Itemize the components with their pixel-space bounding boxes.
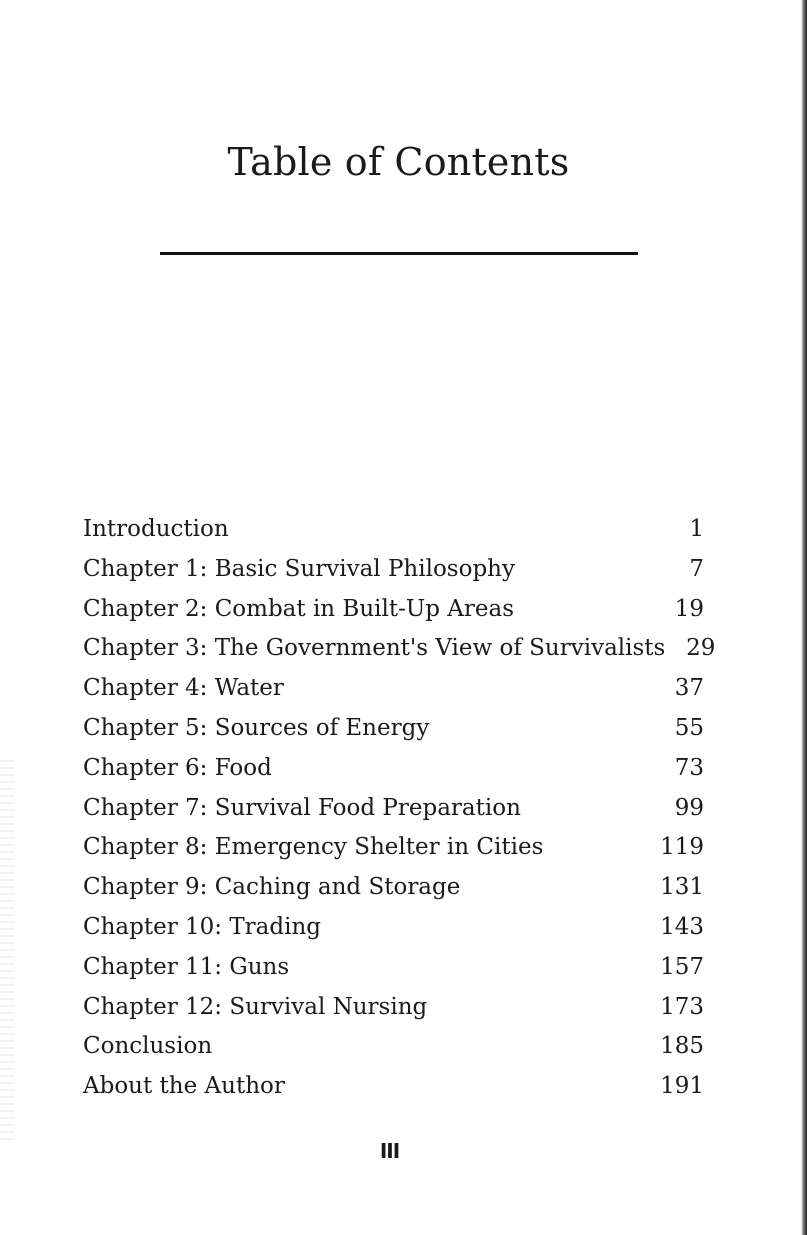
toc-entry-page: 37 bbox=[674, 675, 704, 702]
toc-entry-page: 157 bbox=[660, 953, 704, 980]
toc-entry[interactable] bbox=[83, 789, 704, 829]
toc-entry[interactable] bbox=[83, 1067, 704, 1107]
toc-entry-page: 1 bbox=[689, 516, 704, 542]
toc-entry-page: 173 bbox=[660, 993, 704, 1020]
toc-entry[interactable] bbox=[83, 629, 716, 669]
toc-entry-title: Chapter 5: Sources of Energy bbox=[83, 714, 430, 741]
toc-entry-title: Chapter 1: Basic Survival Philosophy bbox=[83, 555, 515, 582]
toc-entry-page: 185 bbox=[660, 1033, 704, 1060]
toc-entry[interactable] bbox=[83, 510, 704, 550]
toc-entry-page: 55 bbox=[674, 714, 704, 741]
toc-entry-title: Chapter 12: Survival Nursing bbox=[83, 993, 428, 1020]
toc-entry-title: About the Author bbox=[83, 1073, 285, 1100]
toc-entry-page: 99 bbox=[674, 794, 704, 821]
toc-entry-title: Conclusion bbox=[83, 1033, 213, 1060]
toc-entry[interactable] bbox=[83, 669, 704, 709]
toc-list bbox=[83, 510, 716, 1107]
toc-entry[interactable] bbox=[83, 709, 704, 749]
toc-entry-title: Chapter 6: Food bbox=[83, 754, 272, 781]
toc-entry-page: 19 bbox=[674, 595, 704, 622]
toc-entry[interactable] bbox=[83, 908, 704, 948]
title-rule bbox=[160, 252, 638, 255]
toc-entry[interactable] bbox=[83, 550, 704, 590]
toc-entry-page: 73 bbox=[674, 754, 704, 781]
toc-entry-page: 119 bbox=[660, 834, 704, 861]
toc-entry-page: 29 bbox=[686, 635, 716, 662]
toc-entry-title: Chapter 3: The Government's View of Survivalists bbox=[83, 635, 666, 662]
toc-entry[interactable] bbox=[83, 988, 704, 1028]
toc-entry-title: Chapter 4: Water bbox=[83, 675, 284, 702]
toc-entry-title: Chapter 7: Survival Food Preparation bbox=[83, 794, 521, 821]
toc-entry-title: Chapter 11: Guns bbox=[83, 953, 290, 980]
toc-entry[interactable] bbox=[83, 868, 704, 908]
page-edge-shadow bbox=[801, 0, 807, 1235]
toc-entry[interactable] bbox=[83, 749, 704, 789]
toc-entry-title: Chapter 10: Trading bbox=[83, 913, 321, 940]
toc-entry[interactable] bbox=[83, 828, 704, 868]
page-title: Table of Contents bbox=[227, 140, 570, 184]
toc-entry[interactable] bbox=[83, 948, 704, 988]
toc-entry-page: 7 bbox=[689, 555, 704, 582]
toc-entry[interactable] bbox=[83, 590, 704, 630]
toc-entry-title: Chapter 2: Combat in Built-Up Areas bbox=[83, 595, 515, 622]
toc-entry-title: Chapter 8: Emergency Shelter in Cities bbox=[83, 834, 544, 861]
toc-entry-title: Chapter 9: Caching and Storage bbox=[83, 874, 461, 901]
toc-entry-page: 143 bbox=[660, 913, 704, 940]
scan-speckle bbox=[0, 760, 14, 1140]
toc-entry-page: 191 bbox=[660, 1073, 704, 1100]
toc-entry[interactable] bbox=[83, 1027, 704, 1067]
page-folio: III bbox=[379, 1139, 400, 1163]
toc-entry-title: Introduction bbox=[83, 516, 229, 542]
toc-entry-page: 131 bbox=[660, 874, 704, 901]
